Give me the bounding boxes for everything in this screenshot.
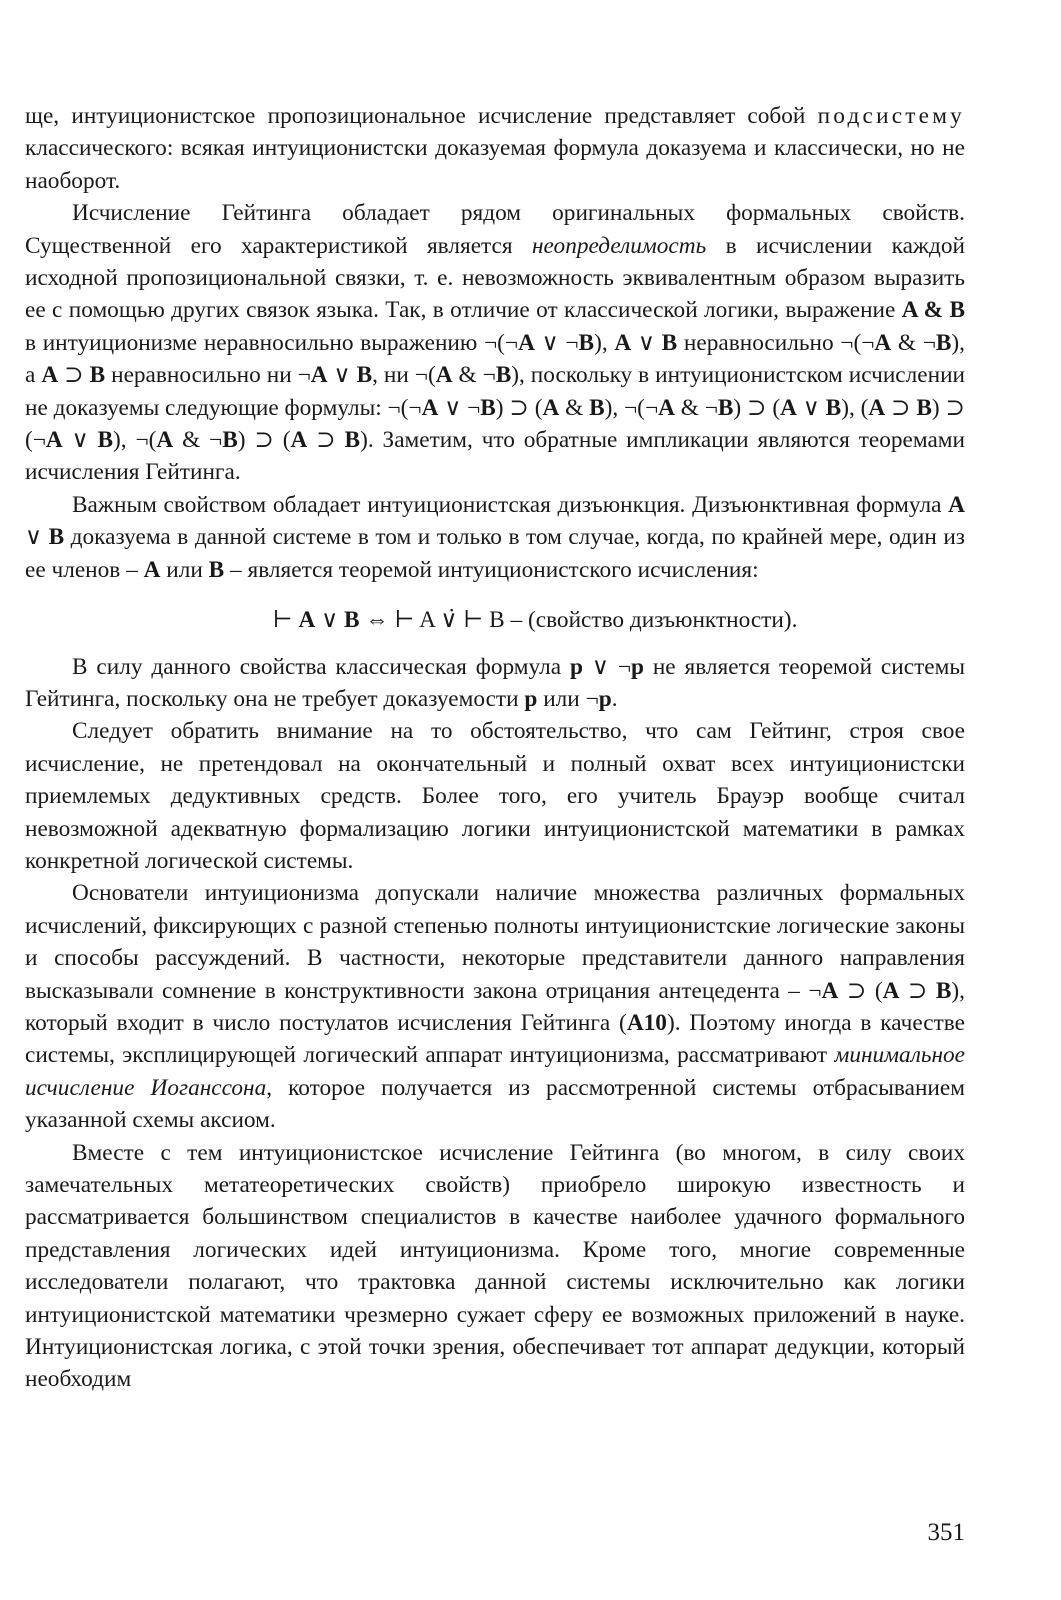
formula-symbol: A (421, 394, 439, 421)
text-run: в исчислении каждой исходной пропозициональной связки, т. е. невозможность эквивалентным образом выразить ее с помощью других связок языка. Так, в отличие от классической логики, выражение (25, 232, 965, 324)
text-run: , которое получается из рассмотренной системы отбрасыванием указанной схемы аксиом. (25, 1074, 965, 1134)
formula-symbol: B (495, 362, 512, 389)
text-run: ⇔ ⊢ A ∨̇ ⊢ B – (свойство дизъюнктности). (359, 607, 798, 634)
formula-symbol: B (97, 427, 114, 454)
text-run: или (160, 556, 209, 583)
formula-symbol: p (598, 685, 612, 712)
text-run: ) ⊃ ( (733, 394, 781, 421)
text-run: ⊃ (885, 394, 917, 421)
formula-symbol: A (614, 329, 632, 356)
formula-symbol: A (310, 362, 328, 389)
page-number: 351 (927, 1519, 965, 1546)
text-run: Исчисление Гейтинга обладает рядом оригинальных формальных свойств. Существенной его характеристикой является (25, 200, 965, 259)
paragraph (25, 877, 965, 1136)
paragraph (25, 1137, 965, 1396)
text-run: в интуиционизме неравносильно выражению ¬(¬ (25, 329, 519, 356)
formula-symbol: B (935, 329, 952, 356)
paragraph (25, 489, 965, 586)
formula-symbol: B (916, 394, 932, 421)
text-run: ), ¬( (113, 427, 157, 454)
text-run: не является теоремой системы Гейтинга, поскольку она не требует доказуемости (25, 653, 965, 712)
text-run: & ¬ (674, 394, 718, 421)
paragraph (25, 100, 965, 197)
spaced-text: подсистему (817, 103, 965, 129)
formula-symbol: A (542, 394, 560, 421)
formula-symbol: B (344, 427, 361, 454)
formula-symbol: A (435, 362, 453, 389)
formula-symbol: p (524, 685, 538, 712)
text-run: классического: всякая интуиционистски доказуемая формула доказуема и классически, но не наоборот. (25, 135, 965, 194)
paragraph (25, 715, 965, 877)
text-run: ), а (25, 329, 965, 389)
formula-symbol: B (344, 607, 360, 634)
text-run: Вместе с тем интуиционистское исчисление Гейтинга (во многом, в силу своих замечательных метатеоретических свойств) приобрело широкую известность и рассматривается большинством специалистов в качестве наиболее удачного формального представления логических идей интуиционизма. Кроме того, многие современные исследователи полагают, что трактовка данной системы исключительно как логики интуиционистской математики чрезмерно сужает сферу ее возможных приложений в науке. Интуиционистская логика, с этой точки зрения, обеспечивает тот аппарат дедукции, который необходим (25, 1139, 965, 1393)
formula-symbol: A (45, 427, 63, 454)
text-run: или ¬ (537, 685, 599, 712)
paragraph (25, 651, 965, 716)
formula-symbol: B (480, 394, 496, 421)
text-run: ∨ ¬ (582, 653, 631, 680)
formula-symbol: B (222, 427, 238, 454)
text-run: ∨ (327, 362, 357, 389)
text-run: ), который входит в число постулатов исчисления Гейтинга ( (25, 977, 965, 1036)
paragraph (25, 197, 965, 489)
formula-symbol: B (661, 329, 678, 356)
text-run: . (611, 685, 618, 712)
formula-symbol: A (821, 977, 839, 1004)
formula-symbol: B (48, 524, 65, 551)
formula-symbol: B (825, 394, 842, 421)
formula-symbol: A & B (901, 297, 965, 324)
formula-symbol: A (874, 329, 892, 356)
formula-symbol: A10 (626, 1009, 667, 1036)
formula-symbol: p (630, 653, 644, 680)
text-run: ) ⊃ (¬ (25, 394, 966, 454)
formula-symbol: A (156, 427, 174, 454)
formula-symbol: A (868, 394, 886, 421)
text-run: ∨ (25, 524, 49, 551)
formula-symbol: A (290, 427, 308, 454)
formula-line (25, 604, 965, 636)
formula-symbol: B (578, 329, 595, 356)
text-run: ∨ (631, 329, 662, 356)
text-run: Основатели интуиционизма допускали наличие множества различных формальных исчислений, фиксирующих с разной степенью полноты интуиционистские логические законы и способы рассуждений. В частности, некоторые представители данного направления высказывали сомнение в конструктивности закона отрицания антецедента – ¬ (25, 880, 965, 1004)
text-run: ). Поэтому иногда в качестве системы, эксплицирующей логический аппарат интуиционизма, рассматривают (25, 1009, 966, 1069)
text-run: ), ¬(¬ (604, 394, 659, 421)
text-run: ∨ (315, 607, 344, 634)
text-run: ), ( (841, 394, 869, 421)
text-run: доказуема в данной системе в том и только в том случае, когда, по крайней мере, один из ее членов – (25, 524, 965, 583)
formula-symbol: B (589, 394, 605, 421)
formula-symbol: A (298, 607, 316, 634)
text-run: ⊢ (272, 607, 299, 634)
formula-symbol: A (41, 362, 59, 389)
formula-symbol: B (356, 362, 373, 389)
formula-symbol: A (882, 977, 900, 1004)
text-run: , ни ¬( (372, 362, 436, 389)
formula-symbol: B (935, 977, 952, 1004)
text-run: ∨ (62, 427, 98, 454)
text-run: ∨ ¬ (534, 329, 579, 356)
formula-symbol: A (780, 394, 797, 421)
text-run: Следует обратить внимание на то обстоятельство, что сам Гейтинг, строя свое исчисление, не претендовал на окончательный и полный охват всех интуиционистски приемлемых дедуктивных средств. Более того, его учитель Брауэр вообще считал невозможной адекватную формализацию логики интуиционистской математики в рамках конкретной логической системы. (25, 718, 965, 874)
text-run: & (559, 394, 590, 421)
formula-symbol: B (89, 362, 106, 389)
formula-symbol: p (570, 653, 583, 680)
text-run: ) ⊃ ( (495, 394, 543, 421)
formula-symbol: B (208, 556, 225, 583)
text-run: В силу данного свойства классическая формула (72, 653, 571, 680)
text-run: & ¬ (891, 329, 936, 356)
text-run: ⊃ (307, 427, 345, 454)
text-run: ∨ ¬ (438, 394, 481, 421)
emphasis-text: неопределимость (531, 232, 707, 259)
formula-symbol: A (143, 556, 161, 583)
text-run: ⊃ (58, 362, 90, 389)
text-run: ⊃ (899, 977, 936, 1004)
text-run: & ¬ (452, 362, 496, 389)
text-run: ∨ (796, 394, 826, 421)
text-run: ), поскольку в интуиционистском исчислении не доказуемы следующие формулы: ¬(¬ (25, 362, 965, 421)
formula-symbol: A (518, 329, 535, 356)
text-run: неравносильно ни ¬ (105, 362, 311, 389)
text-run: Важным свойством обладает интуиционистская дизъюнкция. Дизъюнктивная формула (72, 491, 949, 518)
formula-symbol: B (717, 394, 734, 421)
text-run: ) ⊃ ( (237, 427, 291, 454)
text-run: ⊃ ( (838, 977, 883, 1004)
text-run: ще, интуиционистское пропозициональное исчисление представляет собой (25, 103, 818, 129)
text-run: – является теоремой интуиционистского исчисления: (224, 556, 759, 583)
text-run: ). Заметим, что обратные импликации являются теоремами исчисления Гейтинга. (25, 427, 966, 486)
text-block (25, 100, 965, 1396)
text-run: ), (594, 329, 615, 356)
formula-symbol: A (948, 491, 965, 518)
text-run: неравносильно ¬(¬ (677, 329, 875, 356)
text-run: & ¬ (173, 427, 223, 454)
formula-symbol: A (658, 394, 675, 421)
emphasis-text: минимальное исчисление Иоганссона (25, 1042, 965, 1101)
